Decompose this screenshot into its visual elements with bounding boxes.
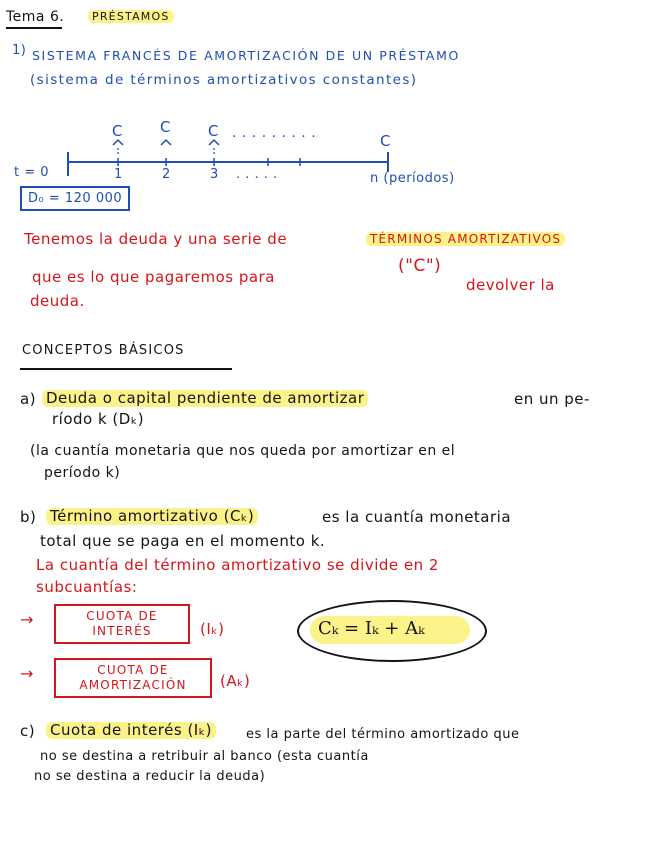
section-subtitle: (sistema de términos amortizativos constantes): [30, 72, 418, 88]
red-note-line3: deuda.: [30, 292, 85, 310]
item-a-line3: (la cuantía monetaria que nos queda por amortizar en el: [30, 443, 456, 459]
red-note-symbol: ("C"): [398, 256, 442, 276]
red-note-highlight: TÉRMINOS AMORTIZATIVOS: [366, 232, 565, 246]
item-c-label: c): [20, 722, 36, 740]
item-b-highlight: Término amortizativo (Cₖ): [46, 508, 258, 525]
item-b-line2: total que se paga en el momento k.: [40, 532, 326, 550]
item-a-line1-rest: en un pe-: [514, 390, 590, 408]
tick-label-1: 1: [114, 167, 123, 182]
c-label-n: C: [380, 132, 391, 150]
item-b-red-line2: subcuantías:: [36, 578, 138, 596]
section-title: SISTEMA FRANCÉS DE AMORTIZACIÓN DE UN PRÉSTAMO: [32, 48, 460, 63]
section-number: 1): [12, 43, 27, 58]
item-a-label: a): [20, 390, 37, 408]
red-note-line1: Tenemos la deuda y una serie de: [24, 230, 288, 248]
item-a-highlight: Deuda o capital pendiente de amortizar: [42, 390, 368, 407]
item-c-line1-rest: es la parte del término amortizado que: [246, 727, 520, 742]
c-label-3: C: [208, 122, 219, 140]
tick-label-2: 2: [162, 167, 171, 182]
formula: Cₖ = Iₖ + Aₖ: [318, 618, 425, 639]
item-c-highlight: Cuota de interés (Iₖ): [46, 722, 216, 739]
c-label-1: C: [112, 122, 123, 140]
c-label-dots: . . . . . . . . .: [232, 125, 317, 141]
cuota-interes-box: CUOTA DE INTERÉS: [54, 604, 190, 644]
c-label-2: C: [160, 118, 171, 136]
item-b-label: b): [20, 508, 37, 526]
topic-label: Tema 6.: [6, 9, 65, 25]
page-title: PRÉSTAMOS: [88, 10, 174, 23]
conceptos-underline: [20, 368, 232, 370]
item-c-line2: no se destina a retribuir al banco (esta cuantía: [40, 749, 369, 764]
tick-label-dots: . . . . .: [236, 167, 278, 182]
item-b-line1-rest: es la cuantía monetaria: [322, 508, 512, 526]
tick-label-n: n (períodos): [370, 171, 455, 186]
red-note-line2-end: devolver la: [466, 276, 555, 294]
item-c-line3: no se destina a reducir la deuda): [34, 769, 266, 784]
topic-underline: [6, 27, 62, 29]
cuota-amortizacion-box: CUOTA DE AMORTIZACIÓN: [54, 658, 212, 698]
red-note-line2: que es lo que pagaremos para: [32, 268, 275, 286]
item-a-line2: ríodo k (Dₖ): [52, 410, 145, 428]
item-b-red-line1: La cuantía del término amortizativo se divide en 2: [36, 556, 439, 574]
cuota-interes-symbol: (Iₖ): [200, 620, 225, 638]
arrow-right-icon: →: [20, 610, 34, 629]
cuota-amortizacion-symbol: (Aₖ): [220, 672, 251, 690]
initial-debt-box: D₀ = 120 000: [20, 186, 130, 211]
arrow-right-icon: →: [20, 664, 34, 683]
tick-label-3: 3: [210, 167, 219, 182]
item-a-line4: período k): [44, 465, 121, 481]
timeline-start-label: t = 0: [14, 165, 50, 180]
conceptos-heading: CONCEPTOS BÁSICOS: [22, 343, 185, 358]
